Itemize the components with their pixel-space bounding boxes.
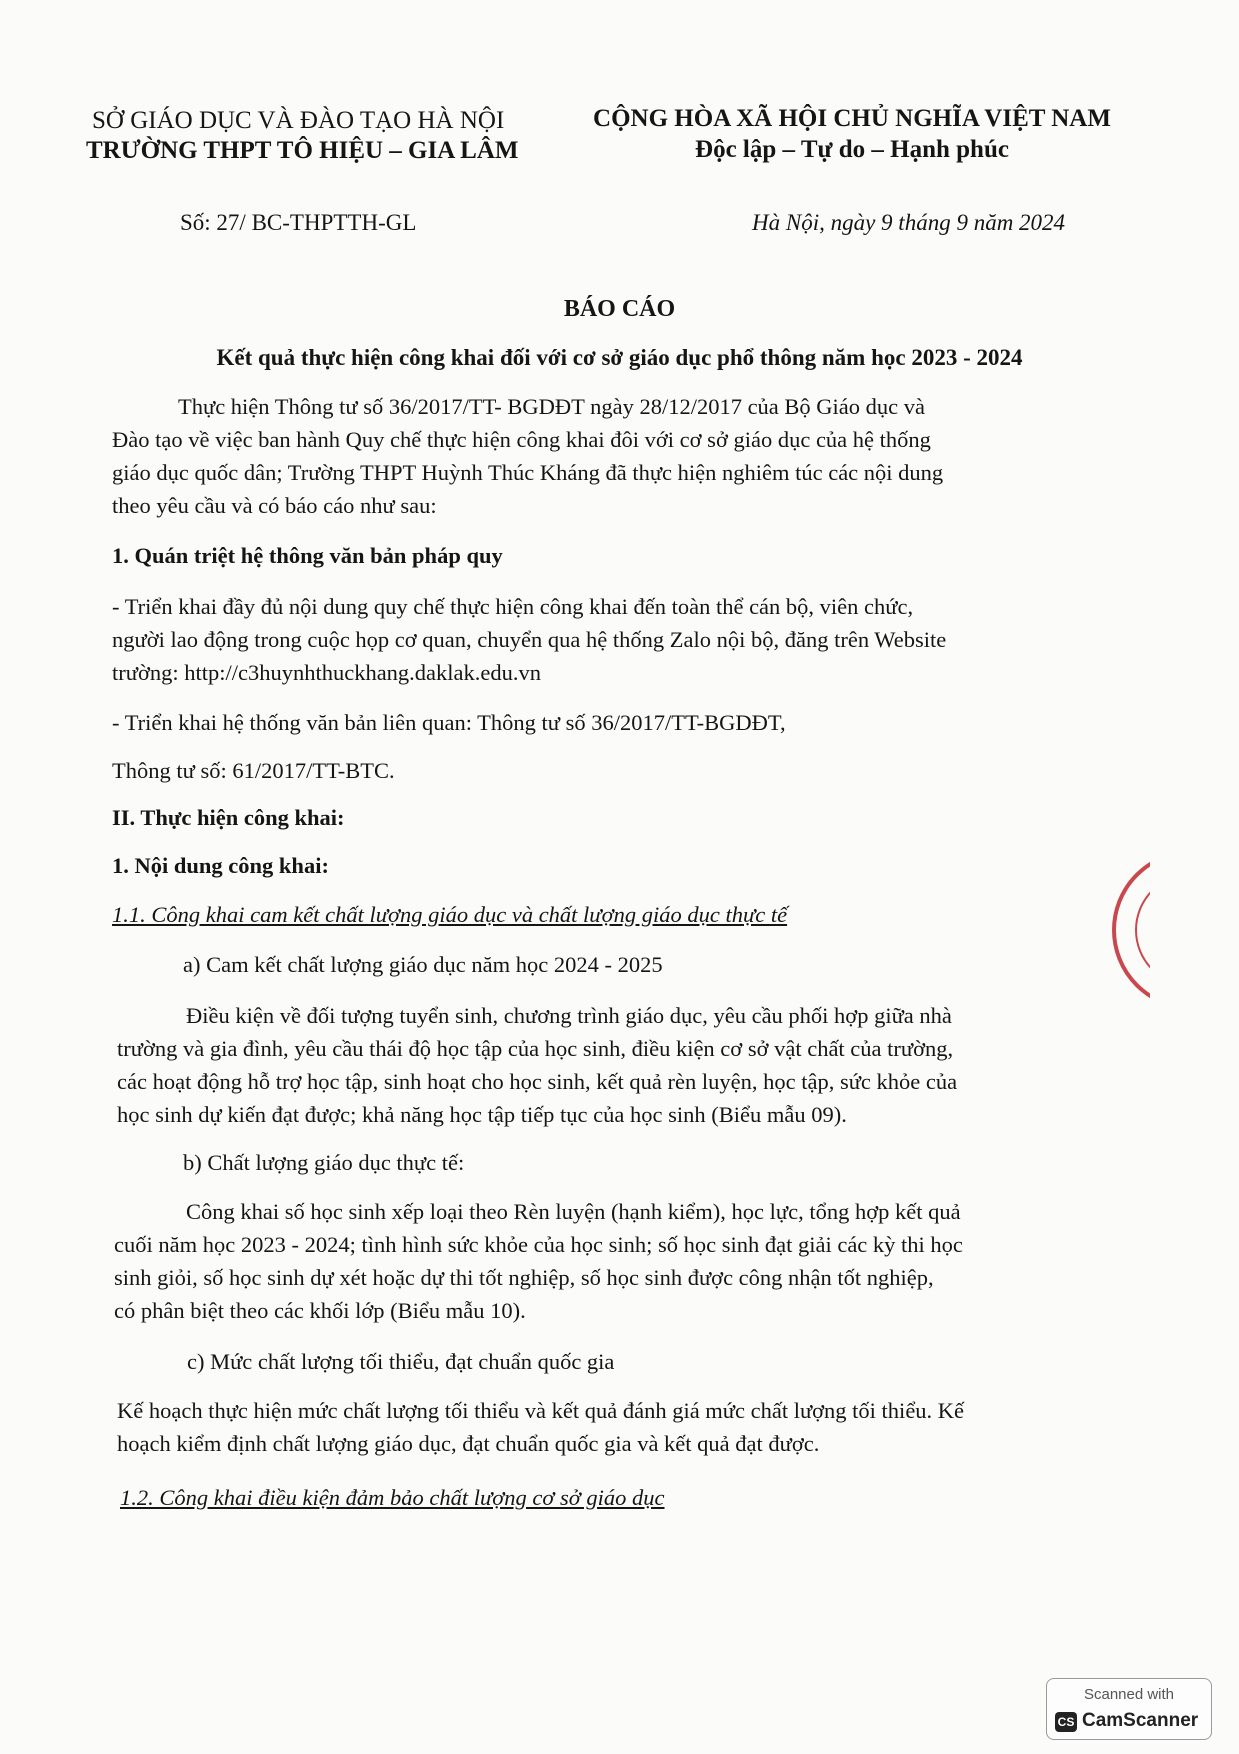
paragraph-line: hoạch kiểm định chất lượng giáo dục, đạt chuẩn quốc gia và kết quả đạt được. — [117, 1431, 820, 1456]
intro-line: giáo dục quốc dân; Trường THPT Huỳnh Thúc Kháng đã thực hiện nghiêm túc các nội dung — [112, 460, 944, 485]
paragraph-line: - Triển khai hệ thống văn bản liên quan: Thông tư số 36/2017/TT-BGDĐT, — [112, 710, 786, 735]
item-label: b) Chất lượng giáo dục thực tế: — [183, 1150, 465, 1175]
paragraph-line: Kế hoạch thực hiện mức chất lượng tối thiểu và kết quả đánh giá mức chất lượng tối thiểu. Kế — [117, 1398, 965, 1423]
paragraph-line: Điều kiện về đối tượng tuyển sinh, chương trình giáo dục, yêu cầu phối hợp giữa nhà — [186, 1003, 952, 1028]
report-title: BÁO CÁO — [563, 296, 676, 322]
document-date: Hà Nội, ngày 9 tháng 9 năm 2024 — [752, 210, 1066, 235]
paragraph-line: người lao động trong cuộc họp cơ quan, chuyển qua hệ thống Zalo nội bộ, đăng trên Website — [112, 627, 947, 652]
paragraph-line: học sinh dự kiến đạt được; khả năng học tập tiếp tục của học sinh (Biểu mẫu 09). — [117, 1102, 847, 1127]
report-subtitle: Kết quả thực hiện công khai đối với cơ sở giáo dục phổ thông năm học 2023 - 2024 — [216, 345, 1023, 370]
school-name: TRƯỜNG THPT TÔ HIỆU – GIA LÂM — [86, 137, 519, 164]
intro-line: Thực hiện Thông tư số 36/2017/TT- BGDĐT ngày 28/12/2017 của Bộ Giáo dục và — [178, 394, 926, 419]
paragraph-line: trường: http://c3huynhthuckhang.daklak.edu.vn — [112, 660, 542, 685]
paragraph-line: có phân biệt theo các khối lớp (Biểu mẫu 10). — [114, 1298, 526, 1323]
national-motto: Độc lập – Tự do – Hạnh phúc — [695, 136, 1009, 163]
scanned-with-label: Scanned with — [1083, 1686, 1175, 1703]
item-label: a) Cam kết chất lượng giáo dục năm học 2024 - 2025 — [183, 952, 663, 977]
paragraph-line: trường và gia đình, yêu cầu thái độ học tập của học sinh, điều kiện cơ sở vật chất của trường, — [117, 1036, 954, 1061]
official-stamp — [1100, 840, 1150, 1020]
document-number: Số: 27/ BC-THPTTH-GL — [180, 210, 417, 235]
intro-line: theo yêu cầu và có báo cáo như sau: — [112, 493, 437, 518]
subsection-1-2: 1.2. Công khai điều kiện đảm bảo chất lượng cơ sở giáo dục — [120, 1485, 665, 1510]
paragraph-line: sinh giỏi, số học sinh dự xét hoặc dự thi tốt nghiệp, số học sinh được công nhận tốt nghiệp, — [114, 1265, 934, 1290]
camscanner-logo-icon: CS — [1055, 1712, 1077, 1732]
section-heading: 1. Quán triệt hệ thông văn bản pháp quy — [112, 543, 503, 568]
camscanner-name: CamScanner — [1082, 1710, 1199, 1731]
department-name: SỞ GIÁO DỤC VÀ ĐÀO TẠO HÀ NỘI — [92, 107, 505, 134]
item-label: c) Mức chất lượng tối thiểu, đạt chuẩn quốc gia — [187, 1349, 615, 1374]
section-heading: II. Thực hiện công khai: — [112, 805, 345, 830]
paragraph-line: - Triển khai đầy đủ nội dung quy chế thực hiện công khai đến toàn thể cán bộ, viên chức, — [112, 594, 914, 619]
paragraph-line: Công khai số học sinh xếp loại theo Rèn luyện (hạnh kiểm), học lực, tổng hợp kết quả — [186, 1199, 961, 1224]
paragraph-line: cuối năm học 2023 - 2024; tình hình sức khỏe của học sinh; số học sinh đạt giải các kỳ thi học — [114, 1232, 963, 1257]
intro-line: Đào tạo về việc ban hành Quy chế thực hiện công khai đôi với cơ sở giáo dục của hệ thống — [112, 427, 931, 452]
national-title: CỘNG HÒA XÃ HỘI CHỦ NGHĨA VIỆT NAM — [593, 105, 1111, 132]
paragraph-line: các hoạt động hỗ trợ học tập, sinh hoạt cho học sinh, kết quả rèn luyện, học tập, sức khỏe của — [117, 1069, 958, 1094]
subsection-heading: 1. Nội dung công khai: — [112, 853, 329, 878]
subsection-1-1: 1.1. Công khai cam kết chất lượng giáo dục và chất lượng giáo dục thực tế — [112, 902, 788, 927]
camscanner-badge — [1046, 1678, 1212, 1740]
paragraph-line: Thông tư số: 61/2017/TT-BTC. — [112, 758, 395, 783]
